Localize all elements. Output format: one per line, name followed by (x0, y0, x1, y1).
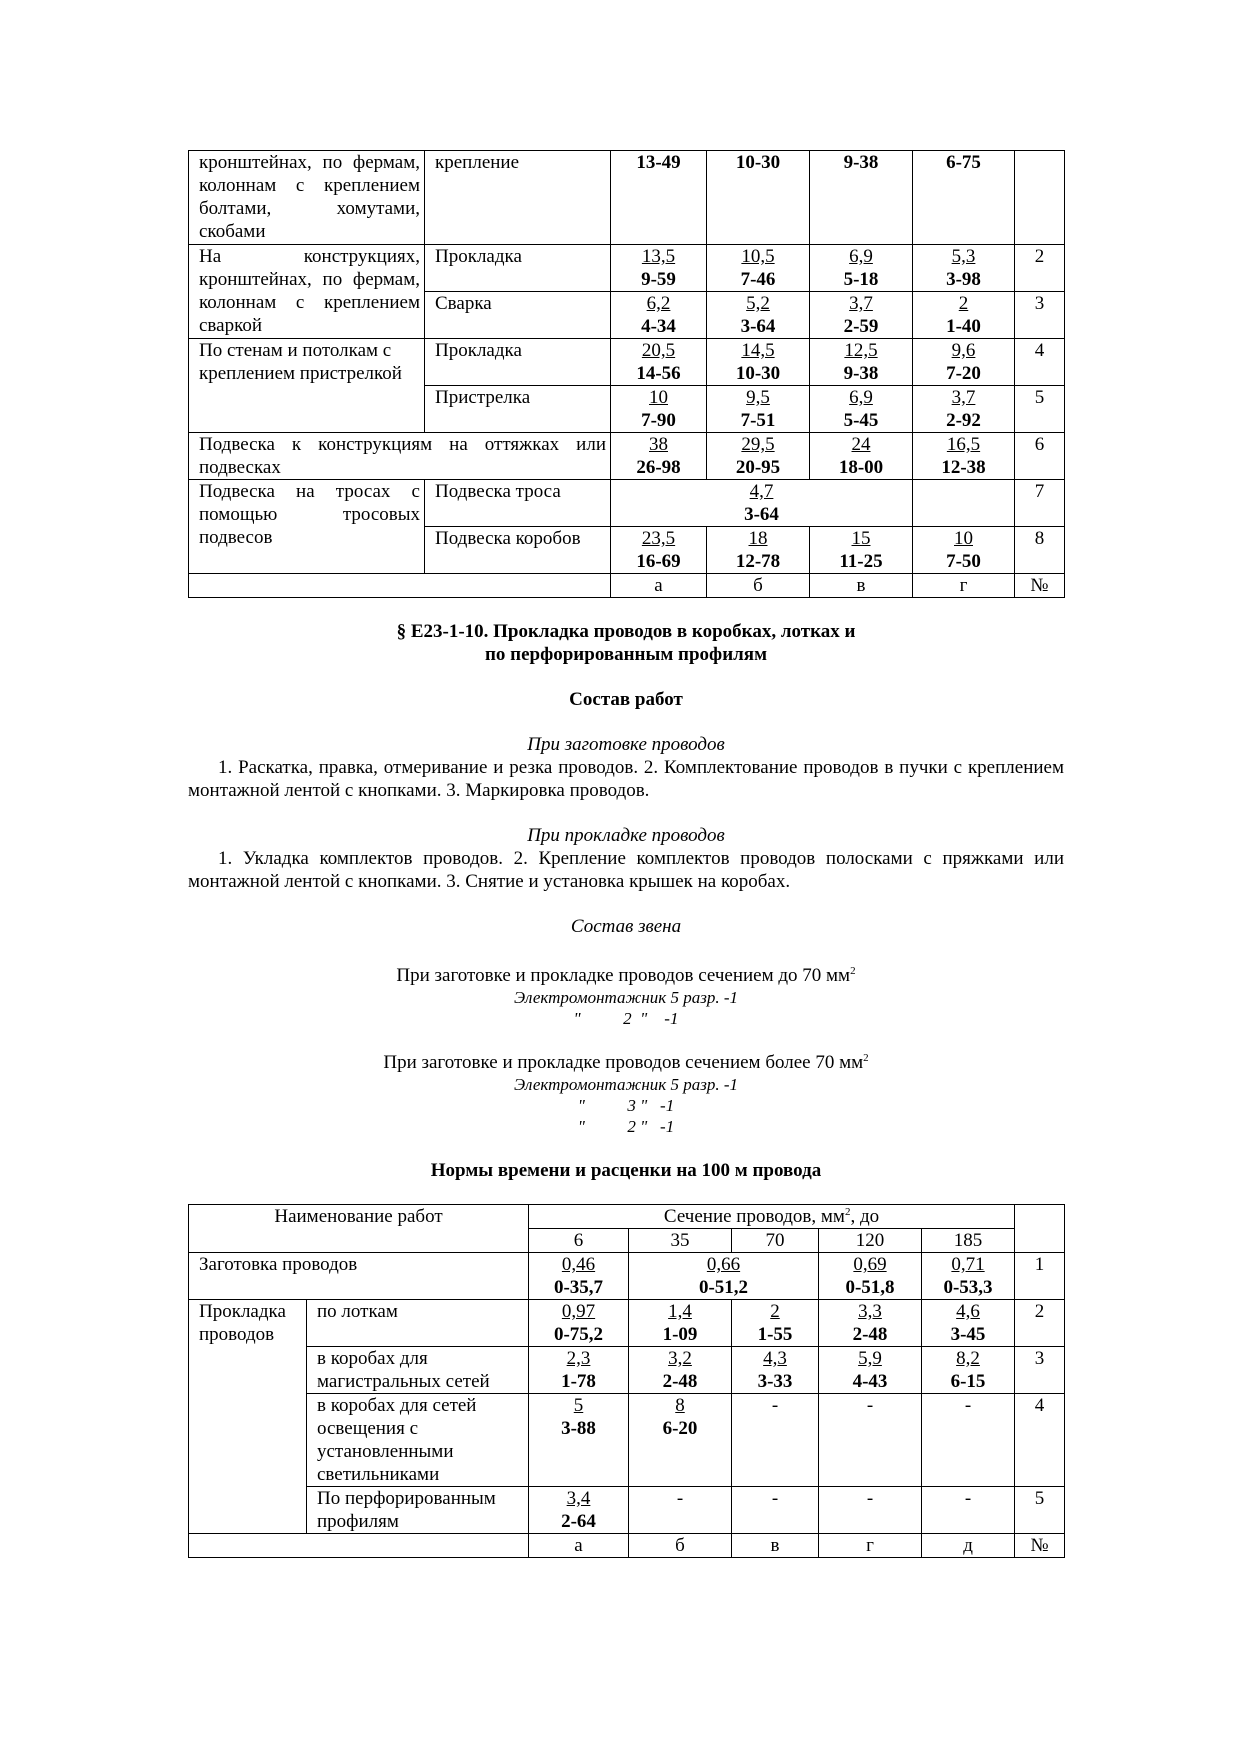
work-name-cell: Подвеска к конструкциям на оттяжках или подвесках (189, 433, 611, 480)
price-value: 9-38 (843, 363, 879, 384)
crew2-line: Электромонтажник 5 разр. -1 (513, 1075, 738, 1094)
document-page (188, 150, 1064, 1558)
work-name-cell: в коробах для магистральных сетей (307, 1347, 529, 1394)
operation-cell: Сварка (425, 292, 611, 339)
lay-text: 1. Укладка комплектов проводов. 2. Крепление комплектов проводов полосками с пряжками или монтажной лентой с кнопками. 3. Снятие и установка крышек на коробах. (188, 848, 1064, 892)
time-norm: 6,2 (646, 293, 671, 314)
prep-heading: При заготовке проводов (527, 734, 725, 755)
row-number (1015, 151, 1065, 245)
time-norm: 1,4 (668, 1301, 692, 1322)
column-letter: в (732, 1534, 819, 1558)
price-value: 7-46 (740, 269, 776, 290)
operation-cell: крепление (425, 151, 611, 245)
lay-heading: При прокладке проводов (527, 825, 725, 846)
operation-cell: Пристрелка (425, 386, 611, 433)
price-value: 6-20 (662, 1418, 698, 1439)
price-value: 2-48 (662, 1371, 698, 1392)
time-norm: 5,9 (858, 1348, 882, 1369)
table-row (189, 1394, 1065, 1487)
dash-cell: - (732, 1394, 819, 1487)
dash-cell: - (922, 1487, 1015, 1534)
time-norm: 10 (954, 528, 973, 549)
crew2-line: " 2 " -1 (577, 1117, 675, 1136)
column-header: 70 (732, 1229, 819, 1253)
time-norm: 9,5 (746, 387, 770, 408)
work-name-cell: Подвеска на тросах с помощью тросовых подвесов (189, 480, 425, 574)
price-value: 1-55 (757, 1324, 793, 1345)
table-row (189, 433, 1065, 480)
row-number: 4 (1015, 339, 1065, 386)
row-number: 8 (1015, 527, 1065, 574)
time-norm: 5,2 (746, 293, 770, 314)
table-footer-row (189, 1534, 1065, 1558)
price-value: 3-98 (946, 269, 981, 290)
time-norm: 4,3 (763, 1348, 787, 1369)
time-norm: 6,9 (849, 387, 873, 408)
time-norm: 3,7 (951, 387, 976, 408)
price-value: 0-35,7 (553, 1277, 604, 1298)
table-footer-row (189, 574, 1065, 598)
time-norm: 3,3 (858, 1301, 882, 1322)
time-norm: 5,3 (951, 246, 976, 267)
column-letter: б (707, 574, 810, 598)
time-norm: 6,9 (849, 246, 873, 267)
time-norm: 24 (851, 434, 871, 455)
time-norm: 2,3 (566, 1348, 591, 1369)
empty-cell (189, 574, 611, 598)
price-value: 0-75,2 (553, 1324, 604, 1345)
table-row (189, 1253, 1065, 1300)
time-norm: 4,6 (956, 1301, 980, 1322)
price-value: 9-59 (641, 269, 676, 290)
price-value: 2-48 (852, 1324, 888, 1345)
table-row (189, 339, 1065, 386)
column-letter: а (529, 1534, 629, 1558)
row-number: 7 (1015, 480, 1065, 527)
section-header: Сечение проводов, $мм^2$, до (529, 1205, 1015, 1229)
time-norm: 18 (748, 528, 768, 549)
table-row (189, 1347, 1065, 1394)
price-value: 11-25 (839, 551, 883, 572)
time-norm: 23,5 (641, 528, 676, 549)
time-norm: 3,4 (566, 1488, 591, 1509)
time-norm: 8,2 (956, 1348, 980, 1369)
time-norm: 2 (958, 293, 969, 314)
table-row (189, 151, 1065, 245)
price-value: 1-78 (561, 1371, 596, 1392)
time-norm: 38 (649, 434, 668, 455)
name-header: Наименование работ (189, 1205, 529, 1253)
time-norm: 13,5 (641, 246, 676, 267)
work-name-cell: Заготовка проводов (189, 1253, 529, 1300)
time-norm: 0,46 (561, 1254, 596, 1275)
time-norm: 3,7 (849, 293, 873, 314)
price-value: 3-33 (757, 1371, 793, 1392)
crew-heading: Состав звена (570, 916, 682, 937)
column-letter: а (611, 574, 707, 598)
crew1-line: " 2 " -1 (573, 1009, 679, 1028)
price-value: 2-59 (843, 316, 879, 337)
price-value: 7-50 (946, 551, 981, 572)
price-value: 12-78 (735, 551, 781, 572)
norms-table-1 (188, 150, 1065, 598)
time-norm: 12,5 (844, 340, 878, 361)
work-name-cell: в коробах для сетей освещения с установленными светильниками (307, 1394, 529, 1487)
time-norm: 9,6 (951, 340, 976, 361)
table-header-row (189, 1205, 1065, 1229)
group-name-cell: Прокладка проводов (189, 1300, 307, 1534)
dash-cell: - (819, 1394, 922, 1487)
crew2-line: " 3 " -1 (577, 1096, 675, 1115)
operation-cell: Прокладка (425, 339, 611, 386)
empty-cell (189, 1534, 529, 1558)
column-letter: д (922, 1534, 1015, 1558)
operation-cell: Прокладка (425, 245, 611, 292)
dash-cell: - (819, 1487, 922, 1534)
number-header: № (1015, 1534, 1065, 1558)
price-value: 7-51 (740, 410, 776, 431)
price-value: 7-20 (946, 363, 981, 384)
time-norm: 5 (573, 1395, 584, 1416)
price-value: 6-15 (950, 1371, 986, 1392)
prep-text: 1. Раскатка, правка, отмеривание и резка проводов. 2. Комплектование проводов в пучки с креплением монтажной лентой с кнопками. 3. Маркировка проводов. (188, 757, 1064, 801)
column-header: 185 (922, 1229, 1015, 1253)
norms-table-2 (188, 1204, 1065, 1558)
dash-cell: - (732, 1487, 819, 1534)
price-value: 1-40 (946, 316, 981, 337)
price-value: 10-30 (735, 363, 781, 384)
row-number: 6 (1015, 433, 1065, 480)
work-name-cell: По перфорированным профилям (307, 1487, 529, 1534)
empty-cell (913, 480, 1015, 527)
price-value: 2-64 (561, 1511, 596, 1532)
price-value: 0-53,3 (943, 1277, 993, 1298)
operation-cell: Подвеска троса (425, 480, 611, 527)
price-value: 0-51,2 (698, 1277, 749, 1298)
price-value: 12-38 (941, 457, 986, 478)
price-value: 10-30 (735, 152, 781, 173)
time-norm: 2 (770, 1301, 780, 1322)
price-value: 3-45 (950, 1324, 986, 1345)
price-value: 14-56 (636, 363, 681, 384)
time-norm: 10,5 (741, 246, 775, 267)
crew1-title: При заготовке и прокладке проводов сечением до 70 $мм^2$ (396, 965, 856, 986)
price-value: 1-09 (662, 1324, 698, 1345)
table-row (189, 245, 1065, 292)
empty-cell (1015, 1205, 1065, 1253)
column-header: 6 (529, 1229, 629, 1253)
time-norm: 20,5 (641, 340, 676, 361)
table-row (189, 480, 1065, 527)
time-norm: 3,2 (668, 1348, 692, 1369)
time-norm: 0,97 (561, 1301, 596, 1322)
time-norm: 8 (675, 1395, 685, 1416)
price-value: 13-49 (636, 152, 681, 173)
column-letter: б (629, 1534, 732, 1558)
time-norm: 15 (851, 528, 871, 549)
price-value: 4-43 (852, 1371, 888, 1392)
row-number: 3 (1015, 292, 1065, 339)
price-value: 4-34 (641, 316, 676, 337)
time-norm: 29,5 (741, 434, 775, 455)
work-name-cell: по лоткам (307, 1300, 529, 1347)
row-number: 3 (1015, 1347, 1065, 1394)
row-number: 1 (1015, 1253, 1065, 1300)
price-value: 3-64 (740, 316, 776, 337)
work-name-cell: На конструкциях, кронштейнах, по фермам, колоннам с креплением сваркой (189, 245, 425, 339)
operation-cell: Подвеска коробов (425, 527, 611, 574)
composition-heading: Состав работ (569, 689, 683, 710)
price-value: 18-00 (838, 457, 884, 478)
time-norm: 0,66 (706, 1254, 741, 1275)
price-value: 3-88 (561, 1418, 596, 1439)
column-letter: в (810, 574, 913, 598)
column-header: 120 (819, 1229, 922, 1253)
column-letter: г (819, 1534, 922, 1558)
work-name-cell: кронштейнах, по фермам, колоннам с креплением болтами, хомутами, скобами (189, 151, 425, 245)
price-value: 16-69 (636, 551, 681, 572)
price-value: 20-95 (735, 457, 781, 478)
price-value: 2-92 (946, 410, 981, 431)
column-header: 35 (629, 1229, 732, 1253)
price-value: 26-98 (636, 457, 681, 478)
time-norm: 0,71 (951, 1254, 985, 1275)
price-value: 7-90 (641, 410, 676, 431)
number-header: № (1015, 574, 1065, 598)
time-norm: 0,69 (853, 1254, 887, 1275)
price-value: 0-51,8 (845, 1277, 895, 1298)
price-value: 6-75 (946, 152, 981, 173)
dash-cell: - (629, 1487, 732, 1534)
dash-cell: - (922, 1394, 1015, 1487)
time-norm: 4,7 (749, 481, 774, 502)
work-name-cell: По стенам и потолкам с креплением пристрелкой (189, 339, 425, 433)
column-letter: г (913, 574, 1015, 598)
row-number: 5 (1015, 1487, 1065, 1534)
table-row (189, 1487, 1065, 1534)
crew1-line: Электромонтажник 5 разр. -1 (513, 988, 738, 1007)
row-number: 2 (1015, 245, 1065, 292)
price-value: 9-38 (843, 152, 879, 173)
time-norm: 16,5 (946, 434, 981, 455)
row-number: 2 (1015, 1300, 1065, 1347)
row-number: 5 (1015, 386, 1065, 433)
time-norm: 10 (649, 387, 668, 408)
row-number: 4 (1015, 1394, 1065, 1487)
time-norm: 14,5 (741, 340, 775, 361)
norms-heading: Нормы времени и расценки на 100 м провода (430, 1160, 822, 1181)
crew2-title: При заготовке и прокладке проводов сечением более 70 $мм^2$ (383, 1052, 869, 1073)
section-title: § Е23-1-10. Прокладка проводов в коробках, лотках и по перфорированным профилям (396, 621, 856, 665)
price-value: 3-64 (744, 504, 779, 525)
table-row (189, 1300, 1065, 1347)
price-value: 5-45 (843, 410, 879, 431)
price-value: 5-18 (843, 269, 879, 290)
